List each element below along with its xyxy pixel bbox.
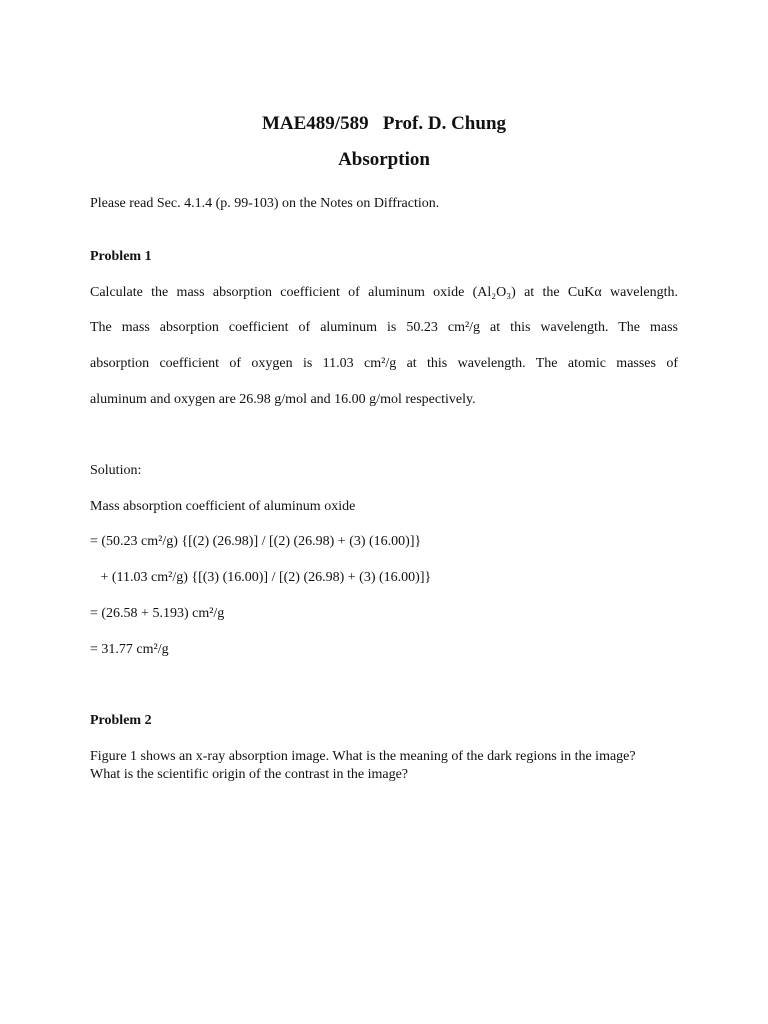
problem-2-heading: Problem 2 xyxy=(90,713,152,728)
problem-1-text-line-2: The mass absorption coefficient of aluminum is 50.23 cm²/g at this wavelength. The mass xyxy=(90,320,678,335)
course-title: MAE489/589 Prof. D. Chung xyxy=(261,113,507,134)
problem-2-text-line-2: What is the scientific origin of the contrast in the image? xyxy=(90,767,409,782)
problem-2-text-line-1: Figure 1 shows an x-ray absorption image. What is the meaning of the dark regions in the image? xyxy=(90,749,636,764)
solution-line-2: = (50.23 cm²/g) {[(2) (26.98)] / [(2) (26.98) + (3) (16.00)]} xyxy=(90,534,422,549)
problem-1-text-line-1: Calculate the mass absorption coefficient of aluminum oxide (Al₂O₃) at the CuKα wavelength. xyxy=(90,285,678,300)
solution-line-3: + (11.03 cm²/g) {[(3) (16.00)] / [(2) (26.98) + (3) (16.00)]} xyxy=(90,570,432,585)
topic-title: Absorption xyxy=(338,149,430,170)
problem-1-text-line-4: aluminum and oxygen are 26.98 g/mol and 16.00 g/mol respectively. xyxy=(90,392,476,407)
solution-line-4: = (26.58 + 5.193) cm²/g xyxy=(90,606,225,621)
solution-line-1: Mass absorption coefficient of aluminum oxide xyxy=(90,499,356,514)
reading-instruction: Please read Sec. 4.1.4 (p. 99-103) on the Notes on Diffraction. xyxy=(90,196,440,211)
problem-1-text-line-3: absorption coefficient of oxygen is 11.03 cm²/g at this wavelength. The atomic masses of xyxy=(90,356,678,371)
problem-1-heading: Problem 1 xyxy=(90,249,152,264)
solution-result: = 31.77 cm²/g xyxy=(90,642,169,657)
solution-label: Solution: xyxy=(90,463,142,478)
